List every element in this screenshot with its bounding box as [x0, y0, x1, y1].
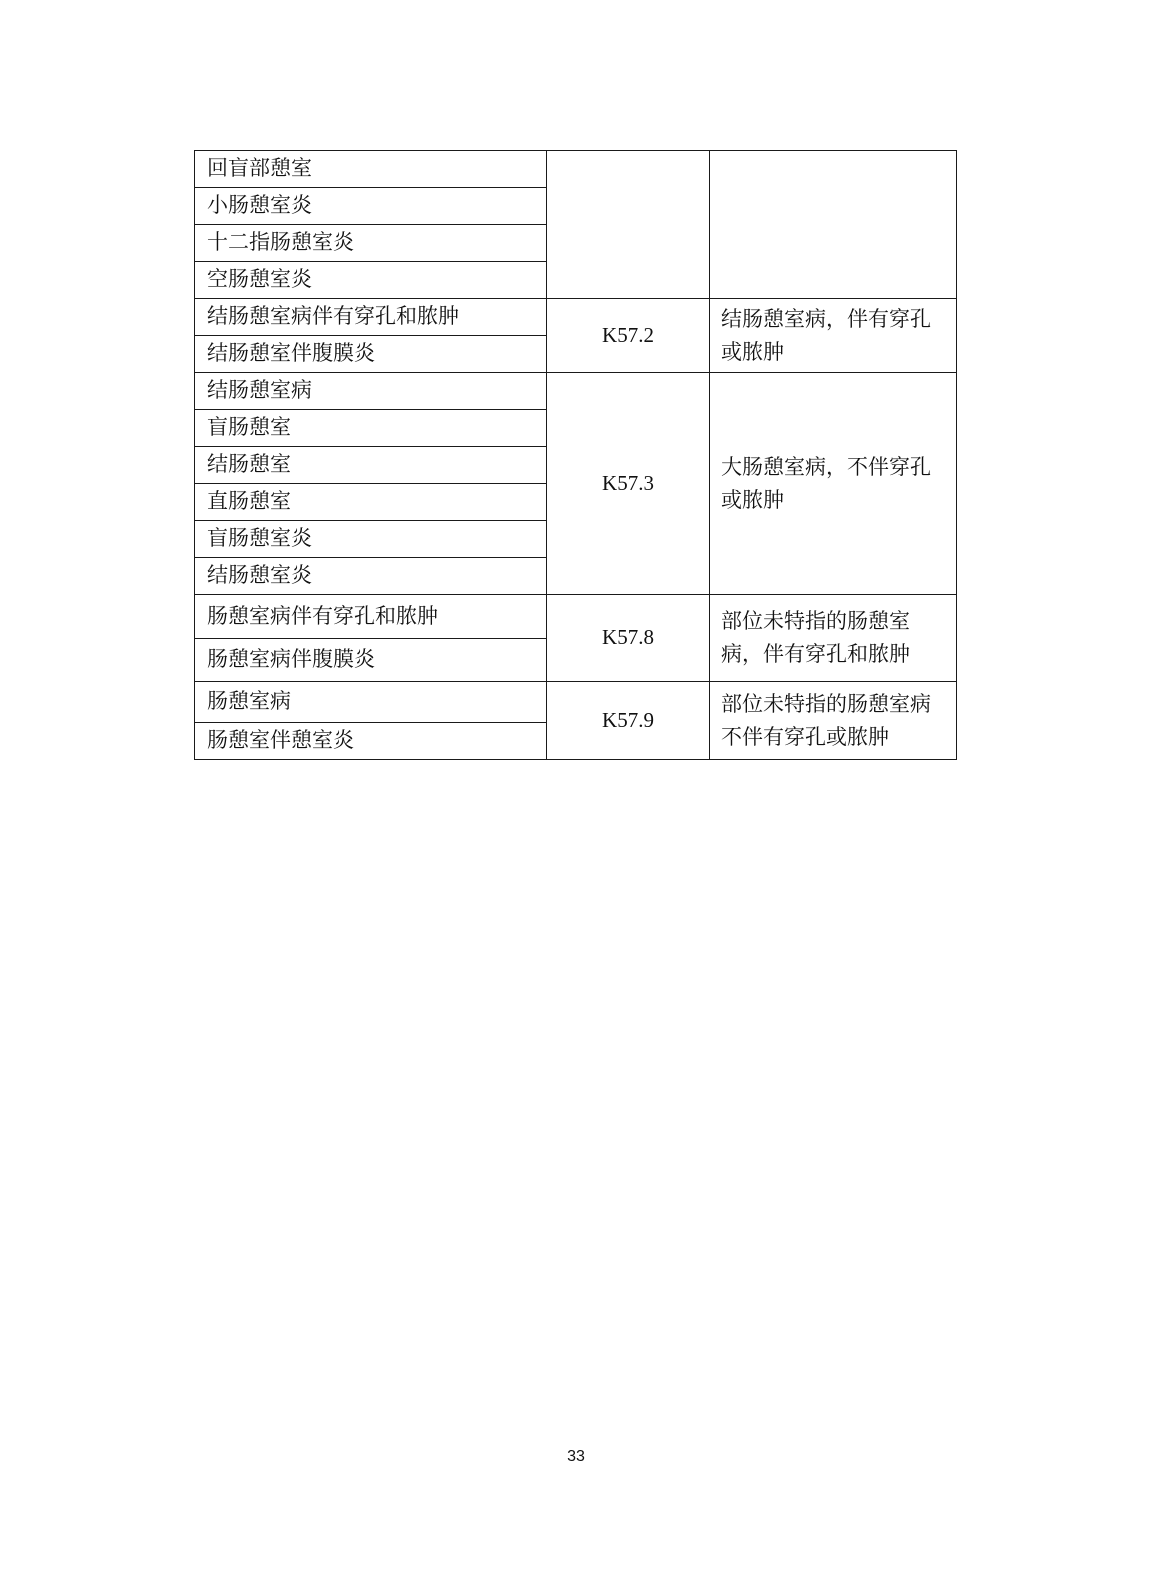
term-cell: 盲肠憩室 — [195, 410, 547, 447]
term-cell: 盲肠憩室炎 — [195, 521, 547, 558]
page-number: 33 — [567, 1448, 585, 1465]
code-cell: K57.2 — [547, 299, 710, 373]
term-cell: 十二指肠憩室炎 — [195, 225, 547, 262]
table-row — [195, 373, 957, 410]
term-cell: 肠憩室病伴腹膜炎 — [195, 639, 547, 682]
term-cell: 空肠憩室炎 — [195, 262, 547, 299]
description-cell: 大肠憩室病，不伴穿孔或脓肿 — [710, 373, 957, 595]
term-cell: 结肠憩室病伴有穿孔和脓肿 — [195, 299, 547, 336]
table-row — [195, 595, 957, 639]
code-cell: K57.9 — [547, 682, 710, 760]
description-cell: 结肠憩室病，伴有穿孔或脓肿 — [710, 299, 957, 373]
term-cell: 肠憩室病伴有穿孔和脓肿 — [195, 595, 547, 639]
code-cell — [547, 151, 710, 299]
term-cell: 结肠憩室 — [195, 447, 547, 484]
term-cell: 肠憩室病 — [195, 682, 547, 723]
description-cell: 部位未特指的肠憩室病，伴有穿孔和脓肿 — [710, 595, 957, 682]
term-cell: 肠憩室伴憩室炎 — [195, 723, 547, 760]
table-row — [195, 299, 957, 336]
term-cell: 回盲部憩室 — [195, 151, 547, 188]
table-row — [195, 682, 957, 723]
term-cell: 小肠憩室炎 — [195, 188, 547, 225]
term-cell: 直肠憩室 — [195, 484, 547, 521]
code-cell: K57.8 — [547, 595, 710, 682]
term-cell: 结肠憩室炎 — [195, 558, 547, 595]
code-cell: K57.3 — [547, 373, 710, 595]
description-cell — [710, 151, 957, 299]
table-row — [195, 151, 957, 188]
term-cell: 结肠憩室伴腹膜炎 — [195, 336, 547, 373]
term-cell: 结肠憩室病 — [195, 373, 547, 410]
diagnosis-code-table — [194, 150, 957, 760]
description-cell: 部位未特指的肠憩室病不伴有穿孔或脓肿 — [710, 682, 957, 760]
